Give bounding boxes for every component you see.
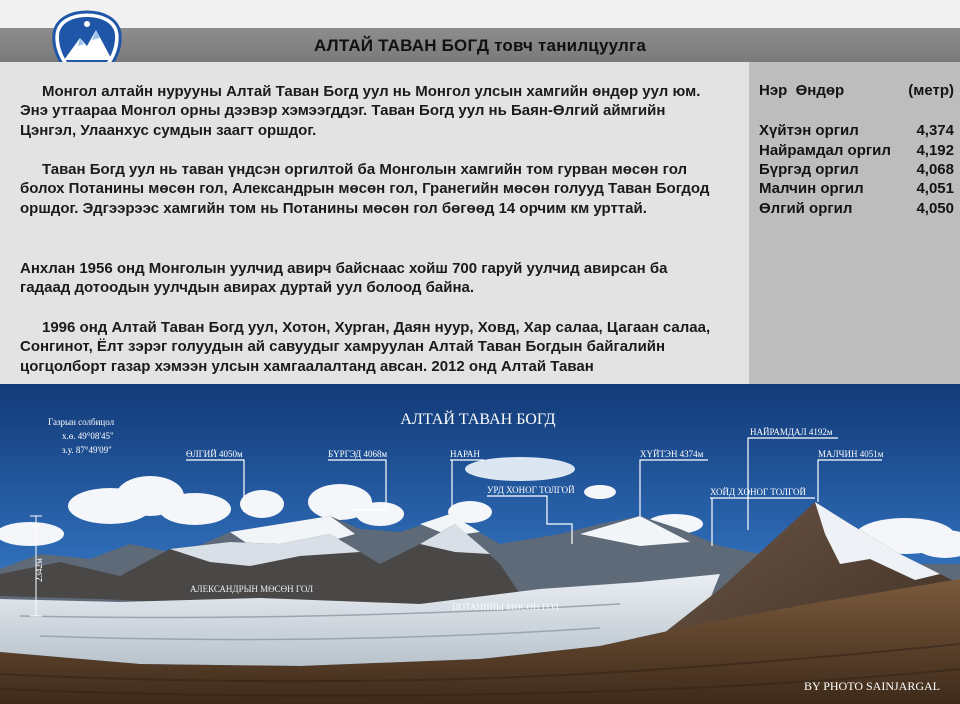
label-potanin-glacier: ПОТАНИНЫ МӨСӨН ГОЛ [452,602,560,612]
col-unit-header: (метр) [908,82,954,99]
col-height-header: Өндөр [795,82,845,99]
peak-height: 4,050 [916,200,954,217]
peaks-table-header [759,82,954,99]
label-urd: УРД ХОНОГ ТОЛГОЙ [487,485,575,495]
photo-credit: BY PHOTO SAINJARGAL [803,679,940,693]
coords-line-3: з.у. 87°49'09" [62,445,112,455]
peak-name: Малчин оргил [759,180,864,197]
panorama-title: АЛТАЙ ТАВАН БОГД [400,411,556,428]
col-name-header: Нэр [759,82,788,99]
label-aleksandr-glacier: АЛЕКСАНДРЫН МӨСӨН ГОЛ [190,584,314,594]
peak-row [759,200,954,217]
top-strip [0,0,960,28]
label-malchin: МАЛЧИН 4051м [818,449,884,459]
peak-height: 4,051 [916,180,954,197]
peaks-panel [749,62,960,384]
label-khuiten: ХҮЙТЭН 4374м [640,449,704,459]
peak-name: Хүйтэн оргил [759,122,859,139]
label-khoid: ХОЙД ХОНОГ ТОЛГОЙ [710,487,806,497]
peak-row [759,161,954,178]
peak-name: Найрамдал оргил [759,142,891,159]
intro-paragraph-3: Анхлан 1956 онд Монголын уулчид авирч байснаас хойш 700 гаруй уулчид авирсан ба гадаад дотоодын уулчдын авирах дуртай уул болоод байна. [20,260,668,297]
peak-height: 4,068 [916,161,954,178]
peak-height: 4,374 [916,122,954,139]
peak-name: Өлгий оргил [759,200,853,217]
label-naran: НАРАН [450,449,480,459]
peak-row [759,122,954,139]
coords-line-1: Газрын солбицол [48,417,115,427]
peak-row [759,180,954,197]
panorama-photo [0,384,960,704]
scale-label: 2342м [34,558,44,582]
label-olgii: ӨЛГИЙ 4050м [186,449,243,459]
page-title: АЛТАЙ ТАВАН БОГД товч танилцуулга [314,36,646,55]
label-nairamdal: НАЙРАМДАЛ 4192м [750,427,833,437]
intro-paragraph-2: Таван Богд уул нь таван үндсэн оргилтой ба Монголын хамгийн том гурван мөсөн гол болох Потанины мөсөн гол, Александрын мөсөн гол, Гранегийн мөсөн голууд Таван Богдод оршдог. Эдгээрээс хамгийн том нь Потанины мөсөн гол бөгөөд 14 орчим км урттай. [20,161,710,217]
coords-line-2: х.ө. 49°08'45" [62,431,114,441]
label-burged: БҮРГЭД 4068м [328,449,388,459]
intro-panel [0,62,748,384]
peak-name: Бүргэд оргил [759,161,859,178]
intro-paragraph-4: 1996 онд Алтай Таван Богд уул, Хотон, Хурган, Даян нуур, Ховд, Хар салаа, Цагаан салаа, Сонгинот, Ёлт зэрэг голуудын ай савуудыг хамруулан Алтай Таван Богдын байгалийн цогцолборт газар хэмээн улсын хамгаалалтанд авсан. 2012 онд Алтай Таван [20,319,711,375]
peak-row [759,142,954,159]
peak-height: 4,192 [916,142,954,159]
intro-paragraph-1: Монгол алтайн нурууны Алтай Таван Богд уул нь Монгол улсын хамгийн өндөр уул юм. Энэ утгаараа Монгол орны дээвэр хэмээгддэг. Таван Богд уул нь Баян-Өлгий аймгийн Цэнгэл, Улаанхус сумдын заагт оршдог. [20,83,701,139]
